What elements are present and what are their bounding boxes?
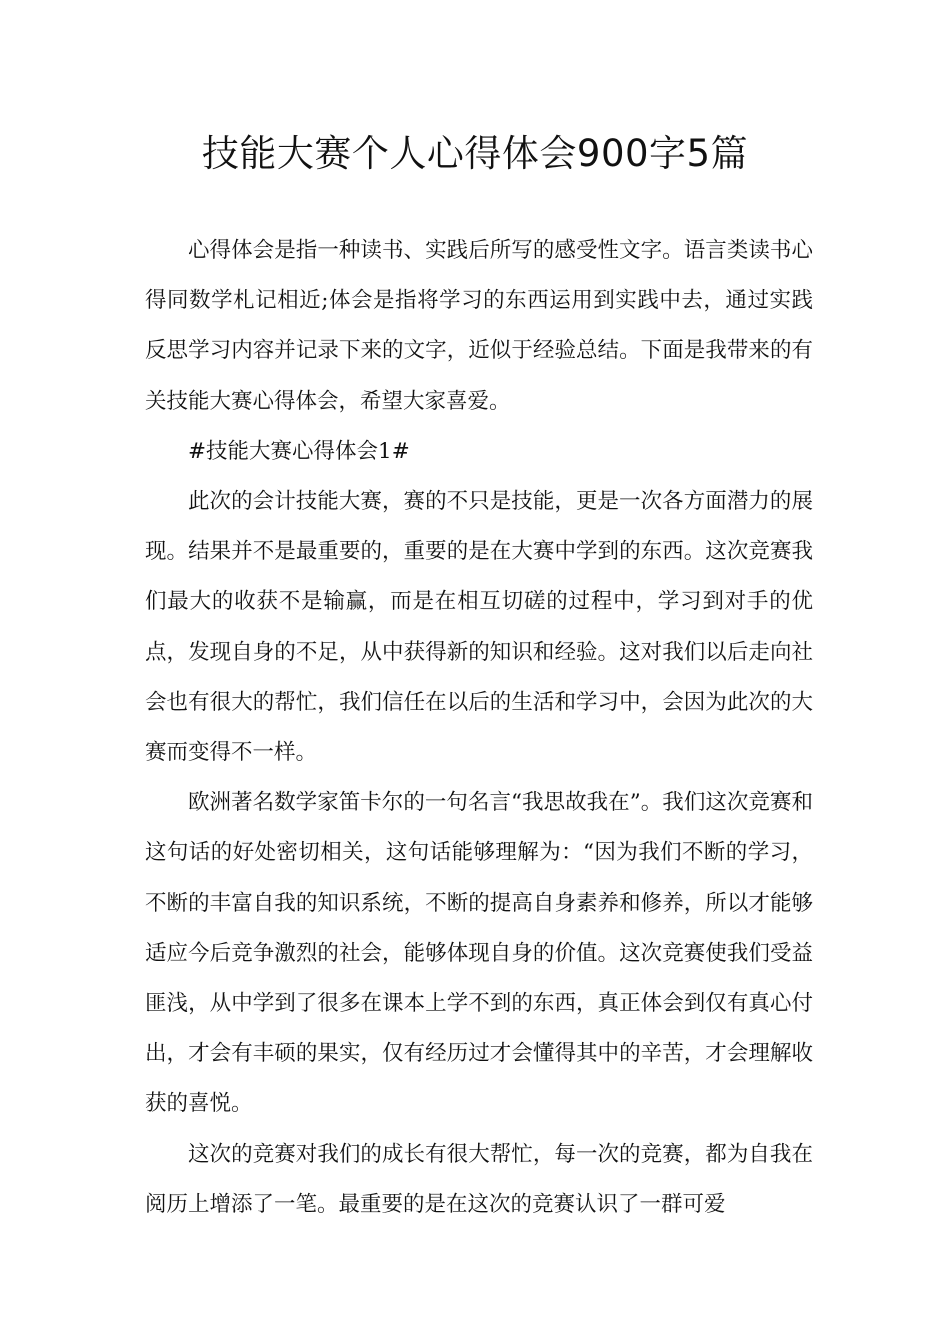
body-paragraph: 此次的会计技能大赛，赛的不只是技能，更是一次各方面潜力的展现。结果并不是最重要的，重要的是在大赛中学到的东西。这次竞赛我们最大的收获不是输赢，而是在相互切磋的过程中，学习到对手的优点，发现自身的不足，从中获得新的知识和经验。这对我们以后走向社会也有很大的帮忙，我们信任在以后的生活和学习中，会因为此次的大赛而变得不一样。 bbox=[145, 489, 813, 766]
section-heading: #技能大赛心得体会1# bbox=[188, 438, 410, 464]
document-title: 技能大赛个人心得体会900字5篇 bbox=[201, 132, 749, 175]
document-body bbox=[145, 226, 813, 1230]
intro-paragraph: 心得体会是指一种读书、实践后所写的感受性文字。语言类读书心得同数学札记相近;体会是指将学习的东西运用到实践中去，通过实践反思学习内容并记录下来的文字，近似于经验总结。下面是我带来的有关技能大赛心得体会，希望大家喜爱。 bbox=[145, 238, 813, 414]
body-paragraph: 这次的竞赛对我们的成长有很大帮忙，每一次的竞赛，都为自我在阅历上增添了一笔。最重要的是在这次的竞赛认识了一群可爱 bbox=[145, 1141, 813, 1217]
body-paragraph: 欧洲著名数学家笛卡尔的一句名言“我思故我在”。我们这次竞赛和这句话的好处密切相关，这句话能够理解为：“因为我们不断的学习，不断的丰富自我的知识系统，不断的提高自身素养和修养，所以才能够适应今后竞争激烈的社会，能够体现自身的价值。这次竞赛使我们受益匪浅，从中学到了很多在课本上学不到的东西，真正体会到仅有真心付出，才会有丰硕的果实，仅有经历过才会懂得其中的辛苦，才会理解收获的喜悦。 bbox=[145, 790, 813, 1117]
